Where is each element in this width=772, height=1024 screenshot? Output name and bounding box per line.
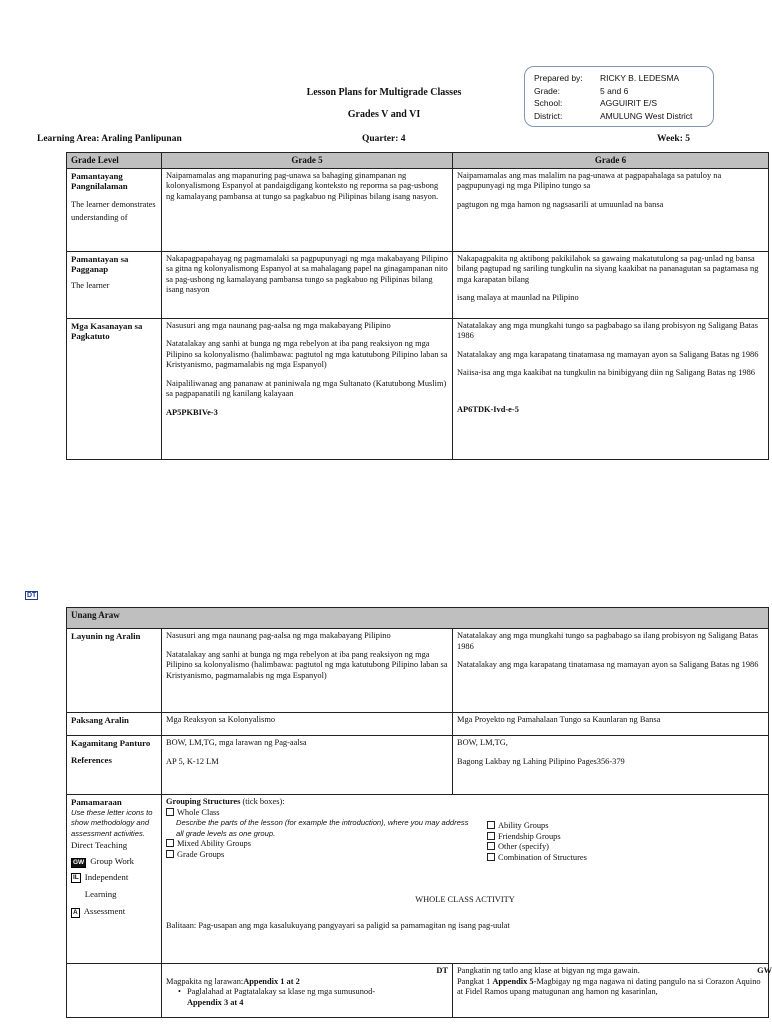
grade5-header: Grade 5 [162,153,453,169]
week: Week: 5 [657,134,690,144]
independent-learning-label: Independent Learning [84,871,129,899]
content-standard-label: Pamantayang Pangnilalaman The learner demonstrates understanding of [67,168,162,251]
whole-class-checkbox[interactable] [166,808,174,816]
grade6-header: Grade 6 [453,153,769,169]
quarter: Quarter: 4 [362,134,406,144]
il-icon: IL [73,873,79,881]
friendship-groups-checkbox[interactable] [487,832,495,840]
procedure-note: Use these letter icons to show methodology and assessment activities. [71,807,153,838]
content-standard-g6: Naipamamalas ang mas malalim na pag-unawa at pagpapahalaga sa patuloy na pagpupunyagi ng mga Pilipino tungo sa pagtugon ng mga hamon ng nagsasarili at umuunlad na bansa [453,168,769,251]
competencies-label: Mga Kasanayan sa Pagkatuto [67,318,162,459]
performance-standard-g6: Nakapagpakita ng aktibong pakikilahok sa gawaing makatutulong sa pag-unlad ng bansa bilang pagtupad ng sariling tungkulin na siyang kaakibat na pananagutan sa pagtamasa ng mga karapatan bilang isang malaya at maunlad na Pilipino [453,251,769,318]
competencies-g5: Nasusuri ang mga naunang pag-aalsa ng mga makabayang Pilipino Natatalakay ang sanhi at bunga ng mga rebelyon at iba pang reaksiyon ng mga Pilipino sa kolonyalismo (halimbawa: pagtutol ng mga katutubong Pilipino laban sa Kristyanismo, pagmamalabis ng mga Espanyol) Naipaliliwanag ang pananaw at paniniwala ng mga Sultanato (Katutubong Muslim) sa pagpapanatili ng kanilang kalayaan AP5PKBIVe-3 [162,318,453,459]
school-label: School: [534,98,563,108]
materials-label: Kagamitang Panturo References [67,736,162,795]
day-header: Unang Araw [67,608,769,629]
school-value: AGGUIRIT E/S [600,98,657,108]
grade-groups-label: Grade Groups [177,849,225,859]
competency-code-g6: AP6TDK-Ivd-e-5 [457,404,519,414]
grade-value: 5 and 6 [600,85,629,96]
whole-class-label: Whole Class [177,807,220,817]
grouping-title: Grouping Structures [166,797,241,806]
topic-g5: Mga Reaksyon sa Kolonyalismo [162,713,453,736]
describe-note: Describe the parts of the lesson (for example the introduction), where you may address all grade levels as one group. [176,818,469,838]
combination-label: Combination of Structures [498,852,587,862]
preparer-info-box [524,66,714,127]
competency-code-g5: AP5PKBIVe-3 [166,407,218,417]
combination-checkbox[interactable] [487,853,495,861]
grouping-sub: (tick boxes): [240,797,285,806]
district-value: AMULUNG West District [600,110,693,121]
a-icon: A [73,908,78,916]
day-one-table [66,607,772,1018]
prepared-by-label: Prepared by: [534,73,583,83]
assessment-label: Assessment [83,905,126,916]
learning-area: Learning Area: Araling Panlipunan [37,134,182,144]
mixed-ability-checkbox[interactable] [166,839,174,847]
ability-groups-checkbox[interactable] [487,821,495,829]
activity-label-cell [67,964,162,1018]
other-label: Other (specify) [498,842,549,851]
objectives-g6: Natatalakay ang mga mungkahi tungo sa pagbabago sa ilang probisyon ng Saligang Batas 1986 Natatalakay ang mga karapatang tinatamasa ng mamayan ayon sa Saligang Batas ng 1986 [453,629,769,713]
activity-g5: DT Magpakita ng larawan:Appendix 1 at 2 • Paglalahad at Pagtatalakay sa klase ng mga sumusunod- Appendix 3 at 4 [162,964,453,1018]
topic-g6: Mga Proyekto ng Pamahalaan Tungo sa Kaunlaran ng Bansa [453,713,769,736]
materials-g6: BOW, LM,TG, Bagong Lakbay ng Lahing Pilipino Pages356-379 [453,736,769,795]
grade-groups-checkbox[interactable] [166,850,174,858]
prepared-by-value: RICKY B. LEDESMA [600,73,680,83]
objectives-label: Layunin ng Aralin [67,629,162,713]
competencies-g6: Natatalakay ang mga mungkahi tungo sa pagbabago sa ilang probisyon ng Saligang Batas 1986 Natatalakay ang mga karapatang tinatamasa ng mamayan ayon sa Saligang Batas ng 1986 Naiisa-isa ang mga kaakibat na tungkulin na binibigyang diin ng Saligang Batas ng 1986 AP6TDK-Ivd-e-5 [453,318,769,459]
whole-class-activity-title: WHOLE CLASS ACTIVITY [415,895,515,904]
direct-teaching: Direct Teaching [71,840,128,850]
district-label: District: [534,110,563,121]
content-standard-g5: Naipamamalas ang mapanuring pag-unawa sa bahaging ginampanan ng kolonyalismong Espanyol at pandaigdigang konteksto ng reporma sa pag-usbong ng kamalayang pambansa at tungo sa pagkabuo ng Pilipinas bilang isang nasyon. [162,168,453,251]
performance-standard-g5: Nakapagpapahayag ng pagmamalaki sa pagpupunyagi ng mga makabayang Pilipino sa gitna ng kolonyalismong Espanyol at sa mahalagang papel na ginagampanan nito sa pag-usbong ng kamalayang pambansa tungo sa pagkabuo ng Pilipinas bilang isang nasyon [162,251,453,318]
procedure-label: Pamamaraan Use these letter icons to show methodology and assessment activities. Direct Teaching GW Group Work IL Independent Learning A Assessment [67,795,162,964]
performance-standard-label: Pamantayan sa Pagganap The learner [67,251,162,318]
grade-label: Grade: [534,85,560,96]
topic-label: Paksang Aralin [67,713,162,736]
mixed-ability-label: Mixed Ability Groups [177,839,251,848]
other-checkbox[interactable] [487,842,495,850]
group-work-label: Group Work [90,855,135,866]
friendship-groups-label: Friendship Groups [498,831,561,841]
dt-tag: DT [436,966,448,975]
gw-icon: GW [73,858,85,866]
objectives-g5: Nasusuri ang mga naunang pag-aalsa ng mga makabayang Pilipino Natatalakay ang sanhi at bunga ng mga rebelyon at iba pang reaksiyon ng mga Pilipino sa kolonyalismo (halimbawa: pagtutol ng mga katutubong Pilipino laban sa Kristyanismo, pagmamalabis ng mga Espanyol) [162,629,453,713]
procedure-content [162,795,769,964]
standards-table [66,152,769,460]
grade-level-header: Grade Level [67,153,162,169]
dt-icon: DT [27,592,37,599]
grades-subtitle: Grades V and VI [347,109,421,120]
balitaan-text: Balitaan: Pag-usapan ang mga kasalukuyang pangyayari sa paligid sa pamamagitan ng isang pag-uulat [166,921,510,930]
materials-g5: BOW, LM,TG, mga larawan ng Pag-aalsa AP 5, K-12 LM [162,736,453,795]
gw-tag: GW [757,966,772,975]
activity-g6: Pangkatin ng tatlo ang klase at bigyan ng mga gawain. GW Pangkat 1 Appendix 5-Magbigay ng mga nagawa ni dating pangulo na si Corazon Aquino at Fidel Ramos upang matugunan ang hamon ng kasarinlan, [453,964,769,1018]
document-title: Lesson Plans for Multigrade Classes [306,87,462,98]
ability-groups-label: Ability Groups [498,821,549,830]
